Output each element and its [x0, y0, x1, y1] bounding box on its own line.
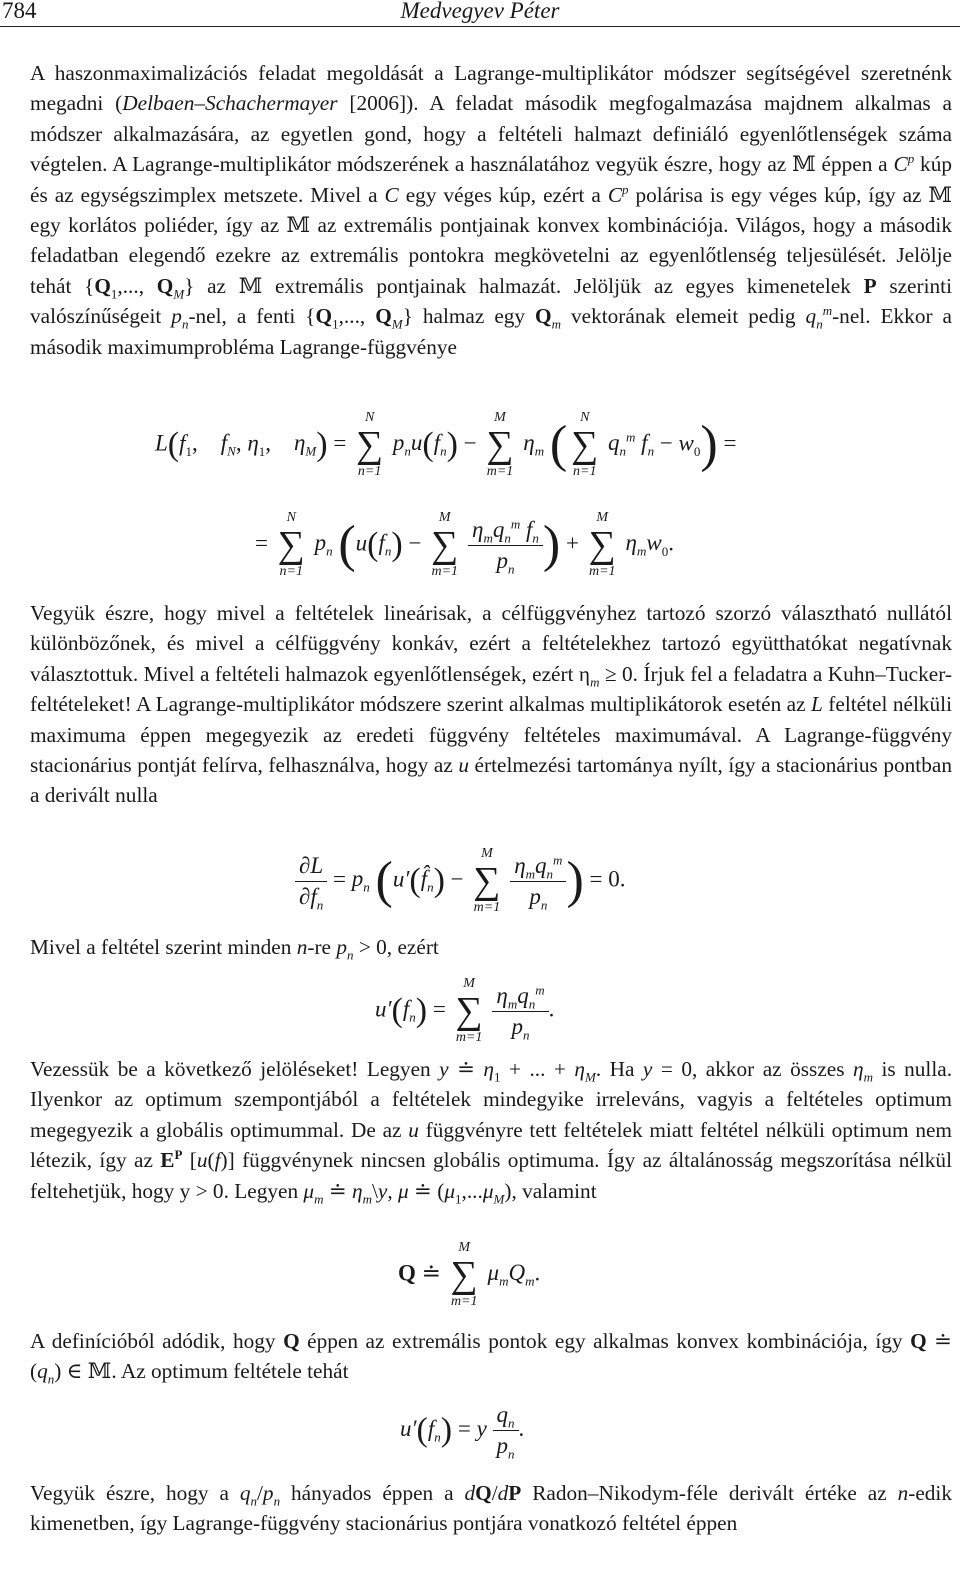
paragraph-5: A definícióból adódik, hogy Q éppen az extremális pontok egy alkalmas konvex kombinációja, így Q ≐ $(q_n)$ ∈ 𝕄. Az optimum feltétele tehát [30, 1329, 953, 1387]
paragraph-3: Mivel a feltétel szerint minden n-re $p_n > 0$, ezért [30, 935, 439, 963]
page-number: 784 [2, 0, 37, 23]
paragraph-4: Vezessük be a következő jelöléseket! Legyen y ≐ $\eta_1$ + ... + $\eta_M$. Ha y = 0, akkor az összes $\eta_m$ is nulla. Ilyenkor az optimum szempontjából a feltételek mindegyike irreleváns, vagyis a feltételes optimum megegyezik a globális optimummal. De az u függvényre tett feltételek miatt feltétel nélküli optimum nem létezik, így az $E^P$ [u(f)] függvénynek nincsen globális optimuma. Így az általánosság megszorítása nélkül feltehetjük, hogy y > 0. Legyen $\mu_m$ ≐ $\eta_m\backslash y$, μ ≐ $(\mu_1,...\mu_M)$, valamint [30, 1057, 953, 1206]
equation-lagrange-2: = N ∑ n=1 $p_n$ ($u(f_n)$ − M ∑ m=1 $\frac{\eta_mq_n^m f_n}{p_n}$ ) + M ∑ m=1 $\eta_mw_0$. [255, 510, 674, 579]
running-head-author: Medvegyev Péter [400, 0, 560, 23]
equation-derivative: $\frac{\partial L}{\partial f_n}$ = $p_n$ ($u'(f̂_n)$ − M ∑ m=1 $\frac{\eta_mq_n^m}{p_n}$ ) = 0. [295, 846, 626, 916]
paragraph-2: Vegyük észre, hogy mivel a feltételek lineárisak, a célfüggvényhez tartozó szorzó választható nullától különbözőnek, és mivel a célfüggvény konkáv, ezért a feltételekhez tartozó együtthatókat negatívnak választottuk. Mivel a feltételi halmazok egyenlőtlenségek, ezért $\eta_m \ge 0$. Írjuk fel a feladatra a Kuhn–Tucker-feltételeket! A Lagrange-multiplikátor módszere szerint alkalmas multiplikátorok esetén az L feltétel nélküli maximuma éppen megegyezik az eredeti függvény feltételes maximumával. A Lagrange-függvény stacionárius pontját felírva, felhasználva, hogy az u értelmezési tartománya nyílt, így a stacionárius pontban a derivált nulla [30, 601, 952, 808]
equation-optimum: $u'(f_n) = y$ $\frac{q_n}{p_n}$ . [400, 1402, 525, 1462]
equation-lagrange-1: $L(f_1$, $f_N$, $\eta_1$, $\eta_M$) = N ∑ n=1 $p_nu(f_n)$ − M ∑ m=1 $\eta_m$ ( N ∑ n=1 $q_n^m$ $f_n - w_0$) = [155, 410, 737, 479]
equation-u-prime: $u'(f_n)$ = M ∑ m=1 $\frac{\eta_mq_n^m}{p_n}$ . [375, 976, 555, 1045]
paragraph-6: Vegyük észre, hogy a $q_n/p_n$ hányados éppen a dQ/dP Radon–Nikodym-féle derivált értéke az n-edik kimenetben, így Lagrange-függvény stacionárius pontjára vonatkozó feltétel éppen [30, 1481, 952, 1536]
running-header [0, 0, 960, 27]
equation-q-def: Q ≐ M ∑ m=1 $\mu_mQ_m$. [398, 1240, 541, 1309]
paragraph-1: A haszonmaximalizációs feladat megoldását a Lagrange-multiplikátor módszer segítségével szeretnénk megadni (Delbaen–Schachermayer [2006]). A feladat második megfogalmazása majdnem alkalmas a módszer alkalmazására, az egyetlen gond, hogy a feltételi halmazt definiáló egyenlőtlenségek száma végtelen. A Lagrange-multiplikátor módszerének a használatához vegyük észre, hogy az 𝕄 éppen a $C^p$ kúp és az egységszimplex metszete. Mivel a C egy véges kúp, ezért a $C^p$ polárisa is egy véges kúp, így az 𝕄 egy korlátos poliéder, így az 𝕄 az extremális pontjainak konvex kombinációja. Világos, hogy a második feladatban elegendő ezekre az extremális pontokra megkövetelni az egyenlőtlenség teljesülését. Jelölje tehát {$Q_1$,..., $Q_M$} az 𝕄 extremális pontjainak halmazát. Jelöljük az egyes kimenetelek P szerinti valószínűségeit $p_n$-nel, a fenti {$Q_1$,..., $Q_M$} halmaz egy $Q_m$ vektorának elemeit pedig $q_n^m$-nel. Ekkor a második maximumprobléma Lagrange-függvénye [30, 61, 953, 359]
